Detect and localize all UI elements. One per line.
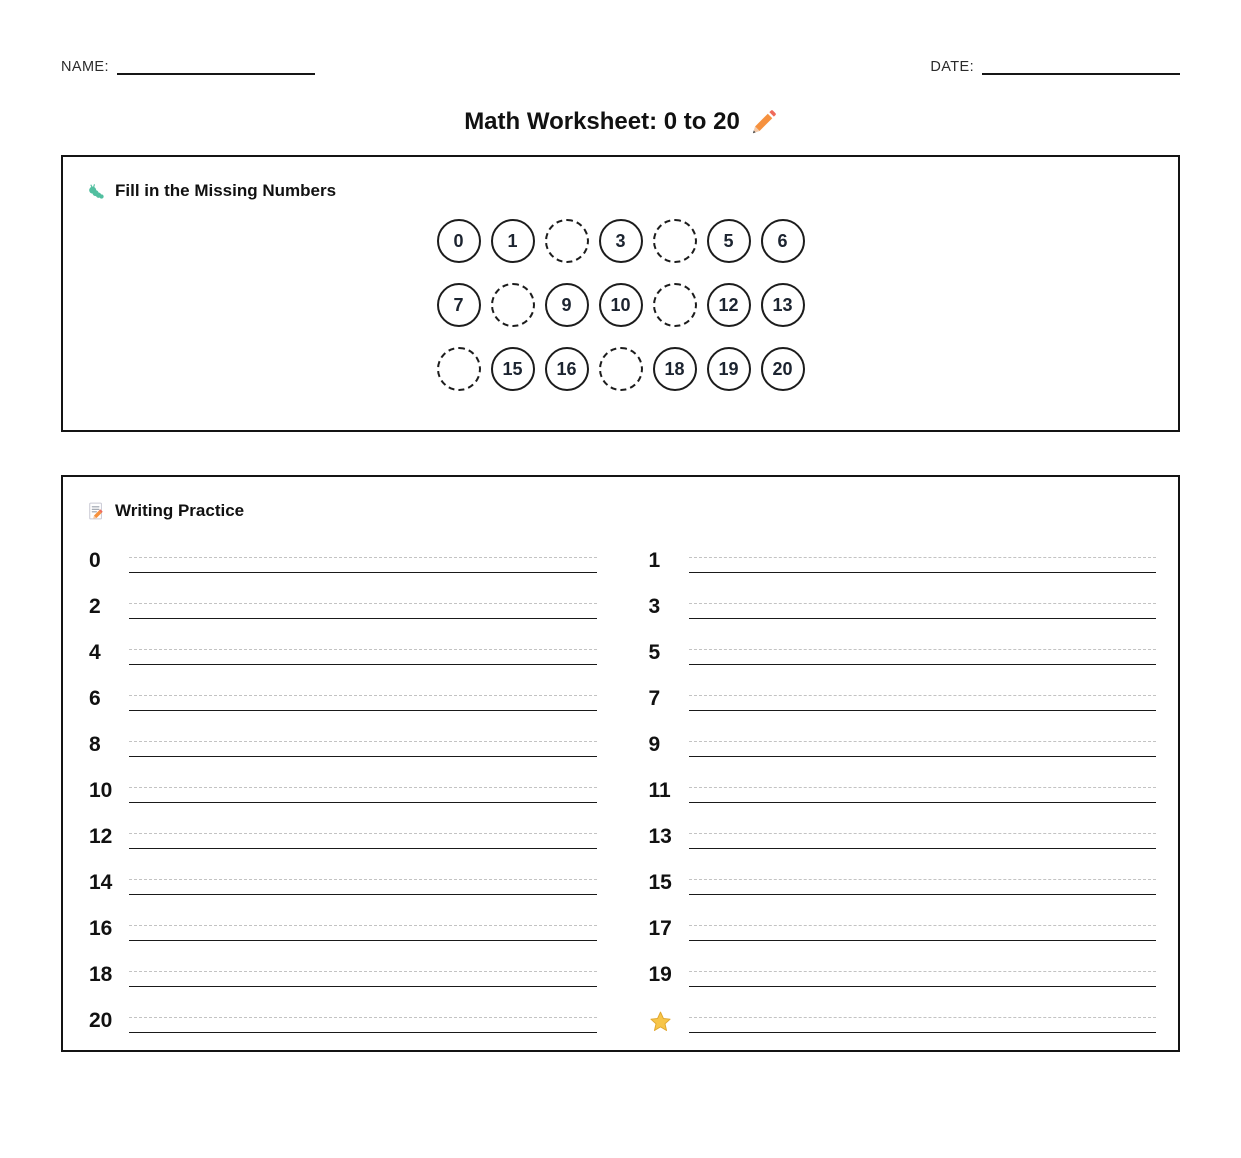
writing-guide-solid-line	[129, 572, 597, 573]
writing-row	[89, 584, 597, 630]
writing-guide-dashed-line	[129, 649, 597, 650]
memo-icon	[86, 501, 106, 521]
writing-row-number: 18	[89, 963, 113, 986]
writing-guide-solid-line	[129, 710, 597, 711]
writing-row	[649, 814, 1157, 860]
number-circle	[761, 283, 805, 327]
number-circle-value: 7	[453, 294, 464, 315]
writing-practice-heading-text: Writing Practice	[115, 501, 245, 520]
writing-guide-solid-line	[689, 848, 1157, 849]
writing-row	[649, 676, 1157, 722]
writing-row	[649, 952, 1157, 998]
writing-guide-solid-line	[689, 940, 1157, 941]
number-circle-value: 19	[718, 358, 739, 379]
number-circle	[491, 219, 535, 263]
writing-blank-line[interactable]	[689, 676, 1157, 722]
header-fields	[0, 0, 1241, 75]
writing-guide-solid-line	[129, 848, 597, 849]
number-circle-value: 6	[777, 230, 788, 251]
writing-guide-dashed-line	[689, 833, 1157, 834]
writing-row-number: 12	[89, 825, 113, 848]
writing-guide-solid-line	[689, 986, 1157, 987]
writing-column-left	[89, 538, 597, 1044]
writing-guide-dashed-line	[689, 1017, 1157, 1018]
writing-blank-line[interactable]	[689, 768, 1157, 814]
writing-row	[649, 906, 1157, 952]
number-circle-value: 0	[453, 230, 464, 251]
writing-guide-dashed-line	[129, 695, 597, 696]
writing-column-right	[649, 538, 1157, 1044]
missing-numbers-section	[61, 155, 1180, 432]
writing-row	[89, 814, 597, 860]
number-circle-value: 9	[561, 294, 572, 315]
writing-guide-dashed-line	[689, 603, 1157, 604]
writing-blank-line[interactable]	[129, 768, 597, 814]
writing-guide-solid-line	[689, 894, 1157, 895]
writing-practice-section	[61, 475, 1180, 1052]
writing-guide-dashed-line	[689, 695, 1157, 696]
writing-row-number: 10	[89, 779, 113, 802]
writing-row-number: 16	[89, 917, 113, 940]
number-circle	[653, 347, 697, 391]
caterpillar-icon	[86, 181, 106, 201]
number-circle	[761, 347, 805, 391]
number-circle-value: 15	[502, 358, 523, 379]
writing-guide-dashed-line	[689, 741, 1157, 742]
writing-row-number: 11	[648, 779, 671, 802]
writing-guide-dashed-line	[689, 879, 1157, 880]
writing-row	[89, 538, 597, 584]
writing-row	[89, 998, 597, 1044]
writing-blank-line[interactable]	[129, 998, 597, 1044]
writing-row-number: 4	[89, 641, 101, 664]
missing-numbers-heading	[63, 157, 1178, 201]
writing-guide-dashed-line	[129, 1017, 597, 1018]
writing-guide-dashed-line	[129, 879, 597, 880]
writing-blank-line[interactable]	[689, 584, 1157, 630]
writing-practice-heading	[63, 477, 1178, 521]
writing-guide-solid-line	[689, 572, 1157, 573]
writing-blank-line[interactable]	[129, 906, 597, 952]
writing-guide-solid-line	[129, 802, 597, 803]
writing-blank-line[interactable]	[689, 906, 1157, 952]
writing-row-number: 3	[648, 595, 661, 618]
writing-row-number: 13	[648, 825, 672, 848]
name-field	[61, 58, 315, 75]
writing-blank-line[interactable]	[129, 584, 597, 630]
writing-row-number: 5	[648, 641, 661, 664]
writing-blank-line[interactable]	[689, 860, 1157, 906]
writing-guide-dashed-line	[689, 971, 1157, 972]
writing-row	[649, 630, 1157, 676]
writing-blank-line[interactable]	[689, 538, 1157, 584]
writing-guide-dashed-line	[689, 787, 1157, 788]
missing-number-circle[interactable]	[545, 219, 589, 263]
writing-guide-solid-line	[129, 618, 597, 619]
date-field	[930, 58, 1180, 75]
writing-blank-line[interactable]	[129, 860, 597, 906]
number-circle	[437, 283, 481, 327]
number-circle	[761, 219, 805, 263]
writing-blank-line[interactable]	[689, 722, 1157, 768]
writing-row	[89, 630, 597, 676]
date-blank-line[interactable]	[982, 58, 1180, 75]
number-circle	[491, 347, 535, 391]
writing-row	[89, 722, 597, 768]
writing-guide-solid-line	[129, 940, 597, 941]
writing-guide-solid-line	[129, 756, 597, 757]
writing-guide-solid-line	[689, 618, 1157, 619]
star-icon	[649, 1010, 672, 1033]
writing-blank-line[interactable]	[689, 998, 1157, 1044]
number-circle	[707, 219, 751, 263]
missing-number-circle[interactable]	[599, 347, 643, 391]
missing-numbers-heading-text: Fill in the Missing Numbers	[115, 181, 337, 200]
writing-row-star	[649, 1010, 689, 1033]
writing-guide-solid-line	[689, 710, 1157, 711]
number-circle-value: 20	[772, 358, 793, 379]
writing-guide-dashed-line	[129, 603, 597, 604]
writing-guide-dashed-line	[689, 557, 1157, 558]
writing-guide-solid-line	[129, 894, 597, 895]
writing-guide-solid-line	[129, 664, 597, 665]
writing-guide-solid-line	[689, 802, 1157, 803]
missing-number-circle[interactable]	[653, 219, 697, 263]
writing-row	[649, 860, 1157, 906]
number-circle	[707, 347, 751, 391]
writing-blank-line[interactable]	[129, 722, 597, 768]
writing-blank-line[interactable]	[129, 538, 597, 584]
writing-row	[89, 952, 597, 998]
writing-guide-solid-line	[129, 986, 597, 987]
writing-row	[649, 538, 1157, 584]
number-circle	[707, 283, 751, 327]
writing-row-number: 7	[648, 687, 661, 710]
writing-row	[649, 998, 1157, 1044]
writing-row	[89, 906, 597, 952]
writing-guide-dashed-line	[129, 787, 597, 788]
writing-row-number: 1	[648, 549, 661, 572]
number-circle-value: 5	[723, 230, 734, 251]
writing-row	[89, 860, 597, 906]
writing-row-number: 9	[648, 733, 661, 756]
writing-row	[89, 768, 597, 814]
page-title	[0, 107, 1241, 137]
number-circle-value: 18	[664, 358, 685, 379]
writing-row-number: 20	[89, 1009, 113, 1032]
page-title-text: Math Worksheet: 0 to 20	[464, 108, 740, 135]
writing-guide-dashed-line	[129, 925, 597, 926]
number-circle-grid	[437, 219, 805, 391]
writing-blank-line[interactable]	[129, 952, 597, 998]
writing-row-number: 14	[89, 871, 113, 894]
name-blank-line[interactable]	[117, 58, 315, 75]
writing-guide-solid-line	[689, 756, 1157, 757]
writing-row-number: 0	[89, 549, 101, 572]
number-circle-value: 10	[610, 294, 631, 315]
writing-row-number: 6	[89, 687, 101, 710]
writing-grid	[63, 538, 1178, 1044]
pencil-icon	[750, 109, 777, 136]
writing-guide-dashed-line	[129, 557, 597, 558]
writing-row	[649, 584, 1157, 630]
missing-number-circle[interactable]	[437, 347, 481, 391]
writing-guide-dashed-line	[129, 741, 597, 742]
date-label: DATE:	[930, 59, 974, 75]
writing-row-number: 15	[648, 871, 672, 894]
number-circle	[545, 347, 589, 391]
number-circle-value: 1	[507, 230, 518, 251]
number-circle-value: 12	[718, 294, 739, 315]
writing-blank-line[interactable]	[129, 630, 597, 676]
number-circle	[599, 283, 643, 327]
writing-blank-line[interactable]	[689, 952, 1157, 998]
number-circle	[599, 219, 643, 263]
number-circle	[437, 219, 481, 263]
name-label: NAME:	[61, 59, 109, 75]
writing-blank-line[interactable]	[689, 814, 1157, 860]
number-circle-value: 16	[556, 358, 577, 379]
number-circle-value: 13	[772, 294, 793, 315]
writing-row-number: 2	[89, 595, 101, 618]
writing-row	[89, 676, 597, 722]
writing-blank-line[interactable]	[129, 814, 597, 860]
writing-row-number: 17	[648, 917, 672, 940]
writing-row-number: 19	[648, 963, 672, 986]
writing-guide-solid-line	[689, 664, 1157, 665]
writing-guide-dashed-line	[129, 971, 597, 972]
missing-number-circle[interactable]	[653, 283, 697, 327]
writing-guide-dashed-line	[129, 833, 597, 834]
writing-blank-line[interactable]	[689, 630, 1157, 676]
writing-blank-line[interactable]	[129, 676, 597, 722]
number-circle-value: 3	[615, 230, 626, 251]
writing-guide-dashed-line	[689, 649, 1157, 650]
writing-row	[649, 722, 1157, 768]
writing-row	[649, 768, 1157, 814]
number-circle	[545, 283, 589, 327]
missing-number-circle[interactable]	[491, 283, 535, 327]
writing-guide-solid-line	[689, 1032, 1157, 1033]
writing-row-number: 8	[89, 733, 101, 756]
writing-guide-dashed-line	[689, 925, 1157, 926]
writing-guide-solid-line	[129, 1032, 597, 1033]
